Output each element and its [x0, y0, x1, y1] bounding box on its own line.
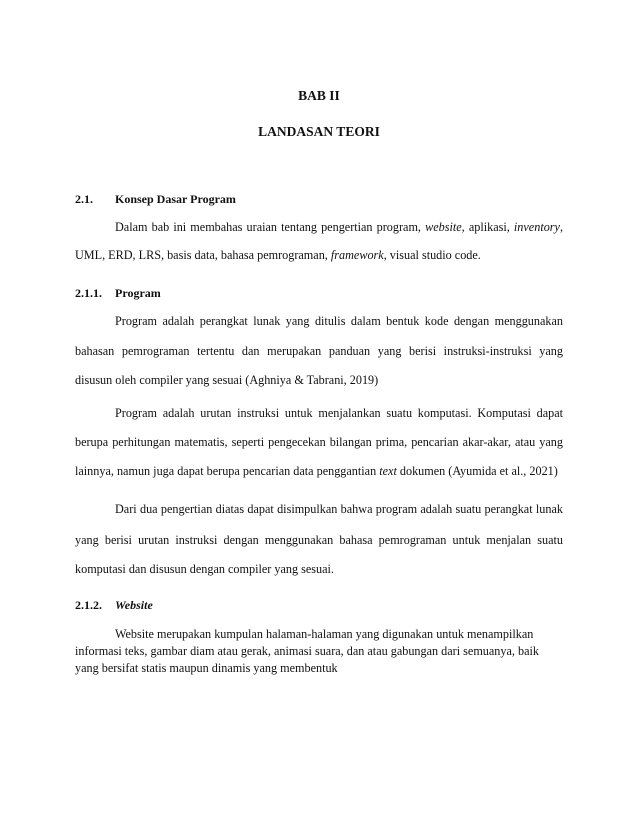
website-paragraph-line: informasi teks, gambar diam atau gerak, animasi suara, dan atau gabungan dari semuanya, baik: [75, 644, 539, 658]
program-paragraph-1-line: Program adalah perangkat lunak yang ditulis dalam bentuk kode dengan menggunakan: [115, 314, 563, 328]
program-paragraph-1-line: disusun oleh compiler yang sesuai (Aghniya & Tabrani, 2019): [75, 373, 379, 387]
section-2-1-number: 2.1.: [75, 192, 93, 206]
section-2-1-2-title: Website: [115, 598, 153, 612]
program-paragraph-2-line: Program adalah urutan instruksi untuk menjalankan suatu komputasi. Komputasi dapat: [115, 406, 563, 420]
section-2-1-line-2: UML, ERD, LRS, basis data, bahasa pemrograman, framework, visual studio code.: [75, 248, 481, 262]
section-2-1-title: Konsep Dasar Program: [115, 192, 236, 206]
section-2-1-1-number: 2.1.1.: [75, 286, 102, 300]
program-paragraph-3-line: yang berisi urutan instruksi dengan menggunakan bahasa pemrograman untuk menjalan suatu: [75, 533, 563, 547]
section-2-1-2-number: 2.1.2.: [75, 598, 102, 612]
section-2-1-1-title: Program: [115, 286, 161, 300]
website-paragraph-line: yang bersifat statis maupun dinamis yang membentuk: [75, 661, 338, 675]
program-paragraph-2-line: berupa perhitungan matematis, seperti pengecekan bilangan prima, pencarian akar-akar, atau yang: [75, 435, 563, 449]
section-2-1-line-1: Dalam bab ini membahas uraian tentang pengertian program, website, aplikasi, inventory,: [115, 220, 563, 234]
chapter-number: BAB II: [298, 88, 340, 103]
chapter-title: LANDASAN TEORI: [258, 124, 380, 139]
program-paragraph-3-line: Dari dua pengertian diatas dapat disimpulkan bahwa program adalah suatu perangkat lunak: [115, 502, 563, 516]
website-paragraph-line: Website merupakan kumpulan halaman-halaman yang digunakan untuk menampilkan: [115, 627, 534, 641]
program-paragraph-1-line: bahasan pemrograman tertentu dan merupakan panduan yang berisi instruksi-instruksi yang: [75, 344, 563, 358]
program-paragraph-2-line: lainnya, namun juga dapat berupa pencarian data penggantian text dokumen (Ayumida et al., 2021): [75, 464, 558, 478]
program-paragraph-3-line: komputasi dan disusun dengan compiler yang sesuai.: [75, 562, 334, 576]
